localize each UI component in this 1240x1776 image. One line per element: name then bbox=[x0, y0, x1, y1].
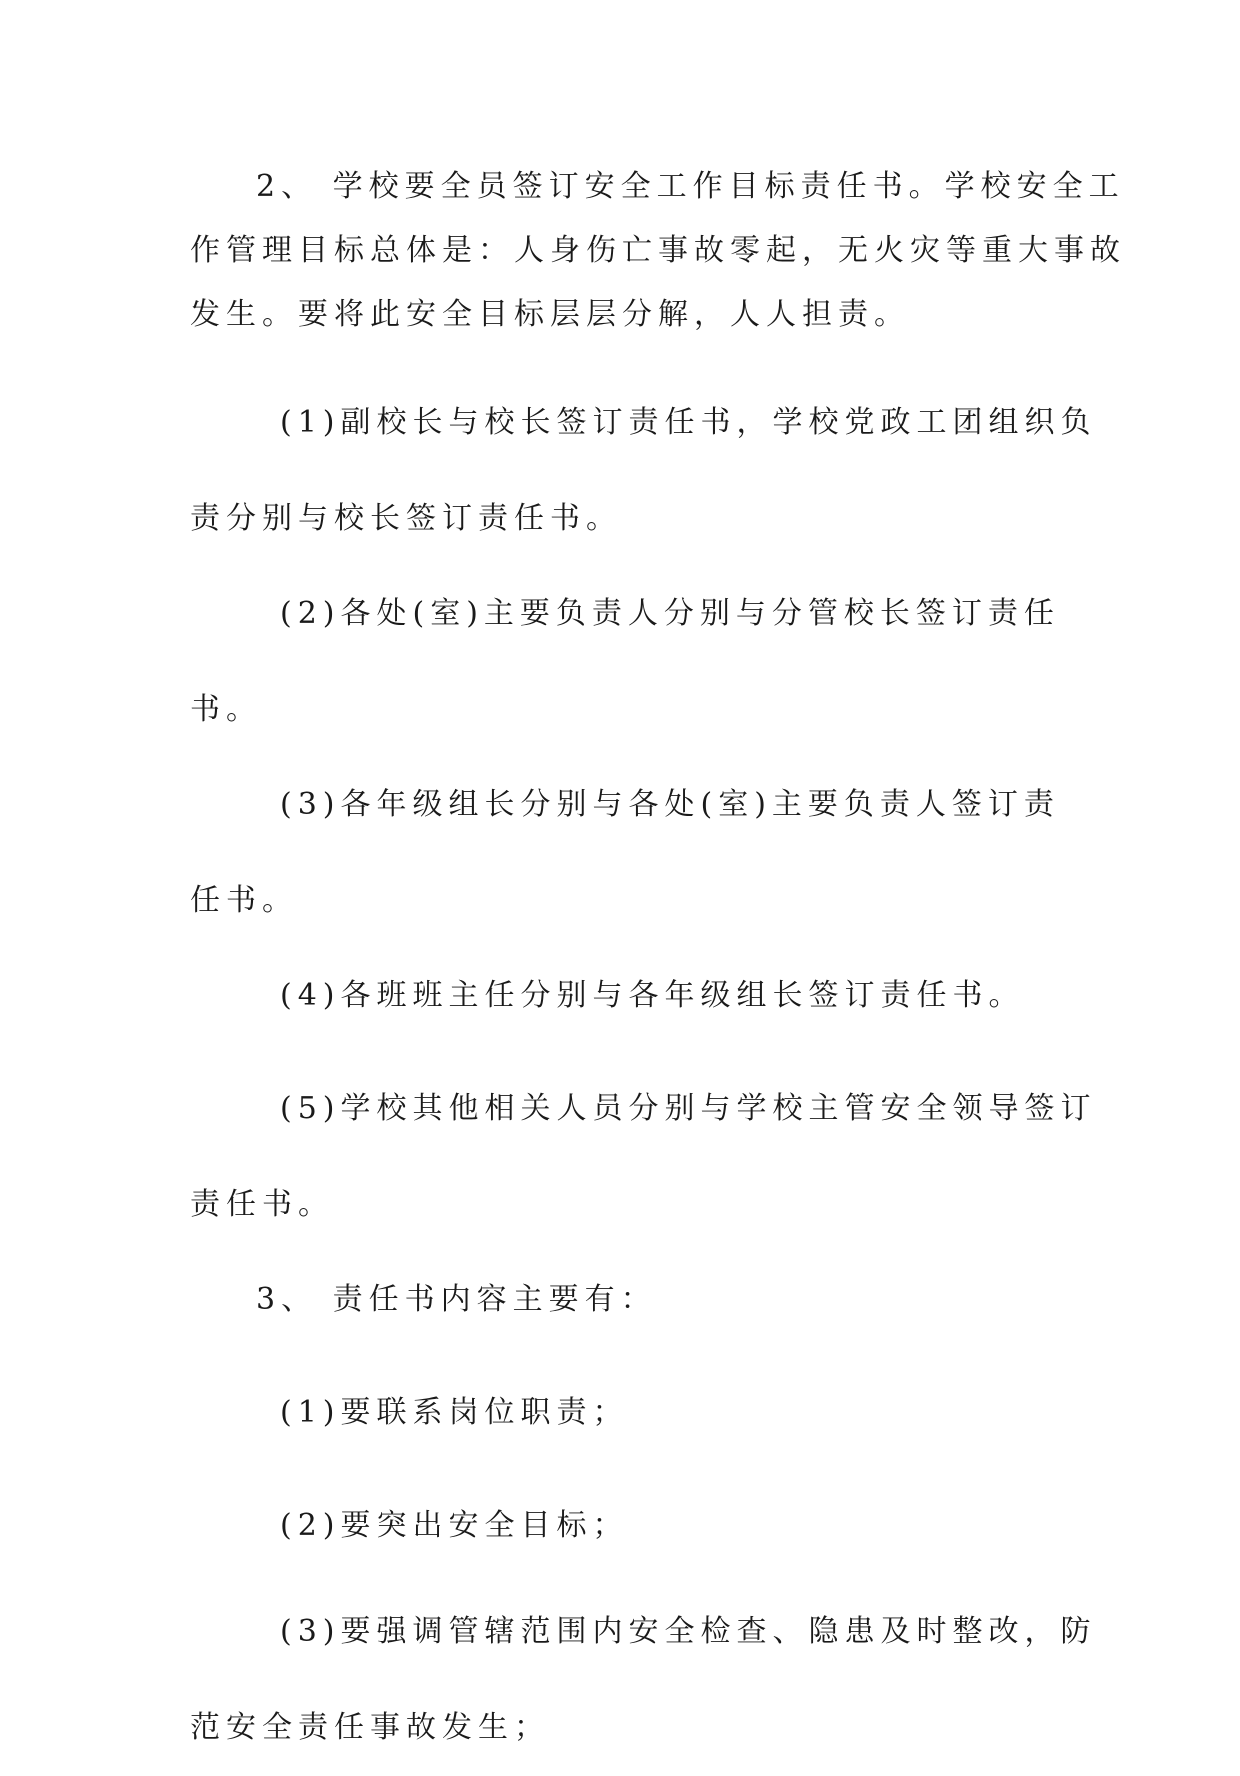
paragraph-line: (1)副校长与校长签订责任书，学校党政工团组织负 bbox=[280, 405, 1097, 440]
paragraph-line: 发生。要将此安全目标层层分解，人人担责。 bbox=[190, 297, 910, 332]
paragraph-line: 书。 bbox=[190, 692, 262, 727]
paragraph-item-3-3 bbox=[190, 1584, 1097, 1776]
paragraph-line: (3)各年级组长分别与各处(室)主要负责人签订责 bbox=[280, 787, 1060, 822]
paragraph-line: 责分别与校长签订责任书。 bbox=[190, 501, 622, 536]
paragraph-item-2-1 bbox=[190, 375, 1097, 567]
paragraph-line: (4)各班班主任分别与各年级组长签订责任书。 bbox=[280, 978, 1025, 1013]
paragraph-line: (2)要突出安全目标； bbox=[280, 1508, 629, 1543]
paragraph-item-2-4 bbox=[190, 948, 1060, 1044]
paragraph-line: 3、 责任书内容主要有： bbox=[256, 1282, 657, 1317]
paragraph-line: (2)各处(室)主要负责人分别与分管校长签订责任 bbox=[280, 596, 1060, 631]
paragraph-line: 范安全责任事故发生； bbox=[190, 1710, 550, 1745]
paragraph-item-2-3 bbox=[190, 757, 1060, 949]
paragraph-line: (3)要强调管辖范围内安全检查、隐患及时整改，防 bbox=[280, 1614, 1097, 1649]
paragraph-line: (1)要联系岗位职责； bbox=[280, 1395, 629, 1430]
paragraph-line: 任书。 bbox=[190, 883, 298, 918]
paragraph-line: 作管理目标总体是：人身伤亡事故零起，无火灾等重大事故 bbox=[190, 233, 1126, 268]
paragraph-line: (5)学校其他相关人员分别与学校主管安全领导签订 bbox=[280, 1091, 1097, 1126]
paragraph-item-2-5 bbox=[190, 1061, 1097, 1253]
paragraph-item-3-2 bbox=[190, 1478, 1060, 1574]
paragraph-section-3 bbox=[190, 1252, 1060, 1348]
paragraph-section-2 bbox=[190, 162, 1126, 340]
paragraph-line: 责任书。 bbox=[190, 1187, 334, 1222]
paragraph-line: 2、 学校要全员签订安全工作目标责任书。学校安全工 bbox=[256, 169, 1125, 204]
paragraph-item-3-1 bbox=[190, 1365, 1060, 1461]
paragraph-item-2-2 bbox=[190, 566, 1060, 758]
